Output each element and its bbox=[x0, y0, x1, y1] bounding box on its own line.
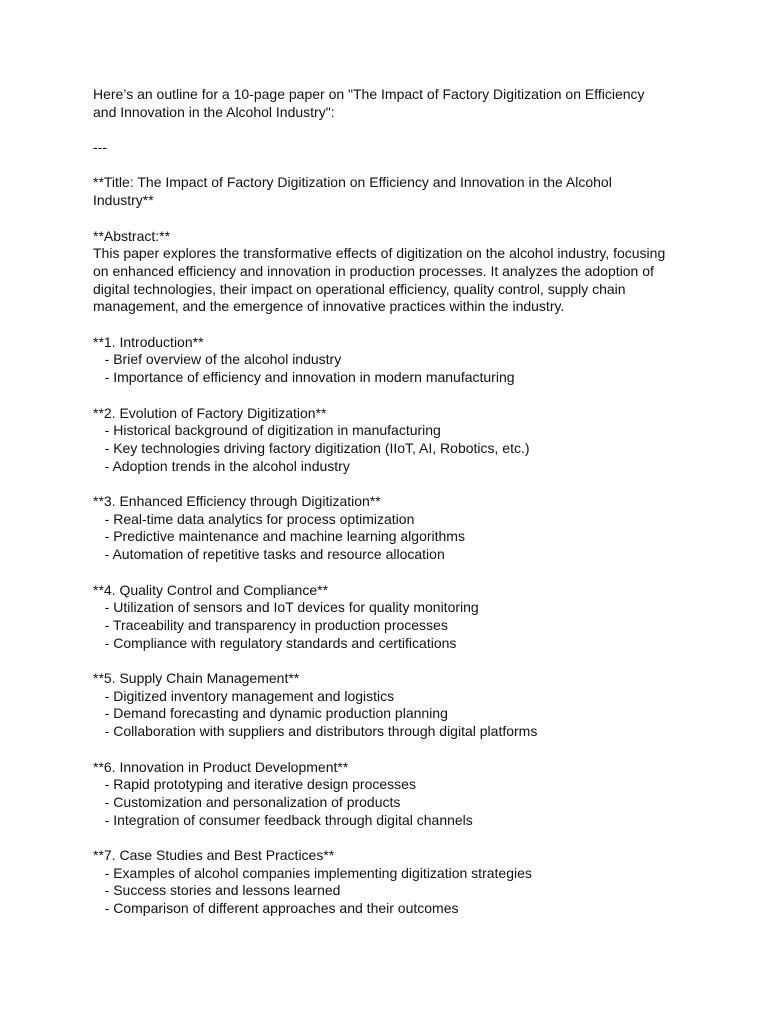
section-item: - Real-time data analytics for process optimization bbox=[93, 510, 415, 527]
separator: --- bbox=[93, 139, 107, 156]
spacer bbox=[93, 157, 693, 175]
abstract-line: on enhanced efficiency and innovation in production processes. It analyzes the adoption of bbox=[93, 262, 654, 279]
section-item: - Compliance with regulatory standards and certifications bbox=[93, 634, 457, 651]
abstract-line: digital technologies, their impact on operational efficiency, quality control, supply chain bbox=[93, 280, 626, 297]
section-item: - Integration of consumer feedback through digital channels bbox=[93, 811, 473, 828]
section-item: - Demand forecasting and dynamic production planning bbox=[93, 705, 448, 722]
section-item: - Key technologies driving factory digitization (IIoT, AI, Robotics, etc.) bbox=[93, 439, 530, 456]
abstract-line: This paper explores the transformative effects of digitization on the alcohol industry, focusing bbox=[93, 245, 666, 262]
section-item: - Utilization of sensors and IoT devices for quality monitoring bbox=[93, 599, 479, 616]
section-item: - Rapid prototyping and iterative design processes bbox=[93, 776, 416, 793]
section-heading: **5. Supply Chain Management** bbox=[93, 670, 300, 687]
spacer bbox=[93, 121, 693, 139]
document-page bbox=[93, 86, 693, 918]
section-item: - Historical background of digitization in manufacturing bbox=[93, 422, 441, 439]
paper-title: Industry** bbox=[93, 192, 154, 209]
section-item: - Digitized inventory management and logistics bbox=[93, 687, 395, 704]
spacer bbox=[93, 210, 693, 228]
paper-title: **Title: The Impact of Factory Digitization on Efficiency and Innovation in the Alcohol bbox=[93, 174, 612, 191]
section-heading: **7. Case Studies and Best Practices** bbox=[93, 847, 335, 864]
section-heading: **6. Innovation in Product Development** bbox=[93, 758, 349, 775]
section-heading: **4. Quality Control and Compliance** bbox=[93, 581, 329, 598]
spacer bbox=[93, 316, 693, 334]
intro-line: and Innovation in the Alcohol Industry": bbox=[93, 103, 335, 120]
section-item: - Adoption trends in the alcohol industry bbox=[93, 457, 350, 474]
section-heading: **1. Introduction** bbox=[93, 333, 204, 350]
section-item: - Predictive maintenance and machine learning algorithms bbox=[93, 528, 465, 545]
section-heading: **3. Enhanced Efficiency through Digitization** bbox=[93, 493, 381, 510]
abstract-heading: **Abstract:** bbox=[93, 227, 171, 244]
section-item: - Traceability and transparency in production processes bbox=[93, 616, 448, 633]
spacer bbox=[93, 564, 693, 582]
section-item: - Collaboration with suppliers and distributors through digital platforms bbox=[93, 723, 538, 740]
intro-line: Here’s an outline for a 10-page paper on "The Impact of Factory Digitization on Efficiency bbox=[93, 86, 645, 102]
section-item: - Importance of efficiency and innovation in modern manufacturing bbox=[93, 369, 515, 386]
section-item: - Comparison of different approaches and their outcomes bbox=[93, 900, 459, 917]
section-item: - Brief overview of the alcohol industry bbox=[93, 351, 342, 368]
spacer bbox=[93, 741, 693, 759]
spacer bbox=[93, 475, 693, 493]
abstract-line: management, and the emergence of innovative practices within the industry. bbox=[93, 298, 565, 315]
section-heading: **2. Evolution of Factory Digitization** bbox=[93, 404, 327, 421]
section-item: - Customization and personalization of products bbox=[93, 793, 401, 810]
spacer bbox=[93, 387, 693, 405]
spacer bbox=[93, 652, 693, 670]
spacer bbox=[93, 829, 693, 847]
section-item: - Automation of repetitive tasks and resource allocation bbox=[93, 546, 445, 563]
section-item: - Success stories and lessons learned bbox=[93, 882, 341, 899]
section-item: - Examples of alcohol companies implementing digitization strategies bbox=[93, 864, 532, 881]
